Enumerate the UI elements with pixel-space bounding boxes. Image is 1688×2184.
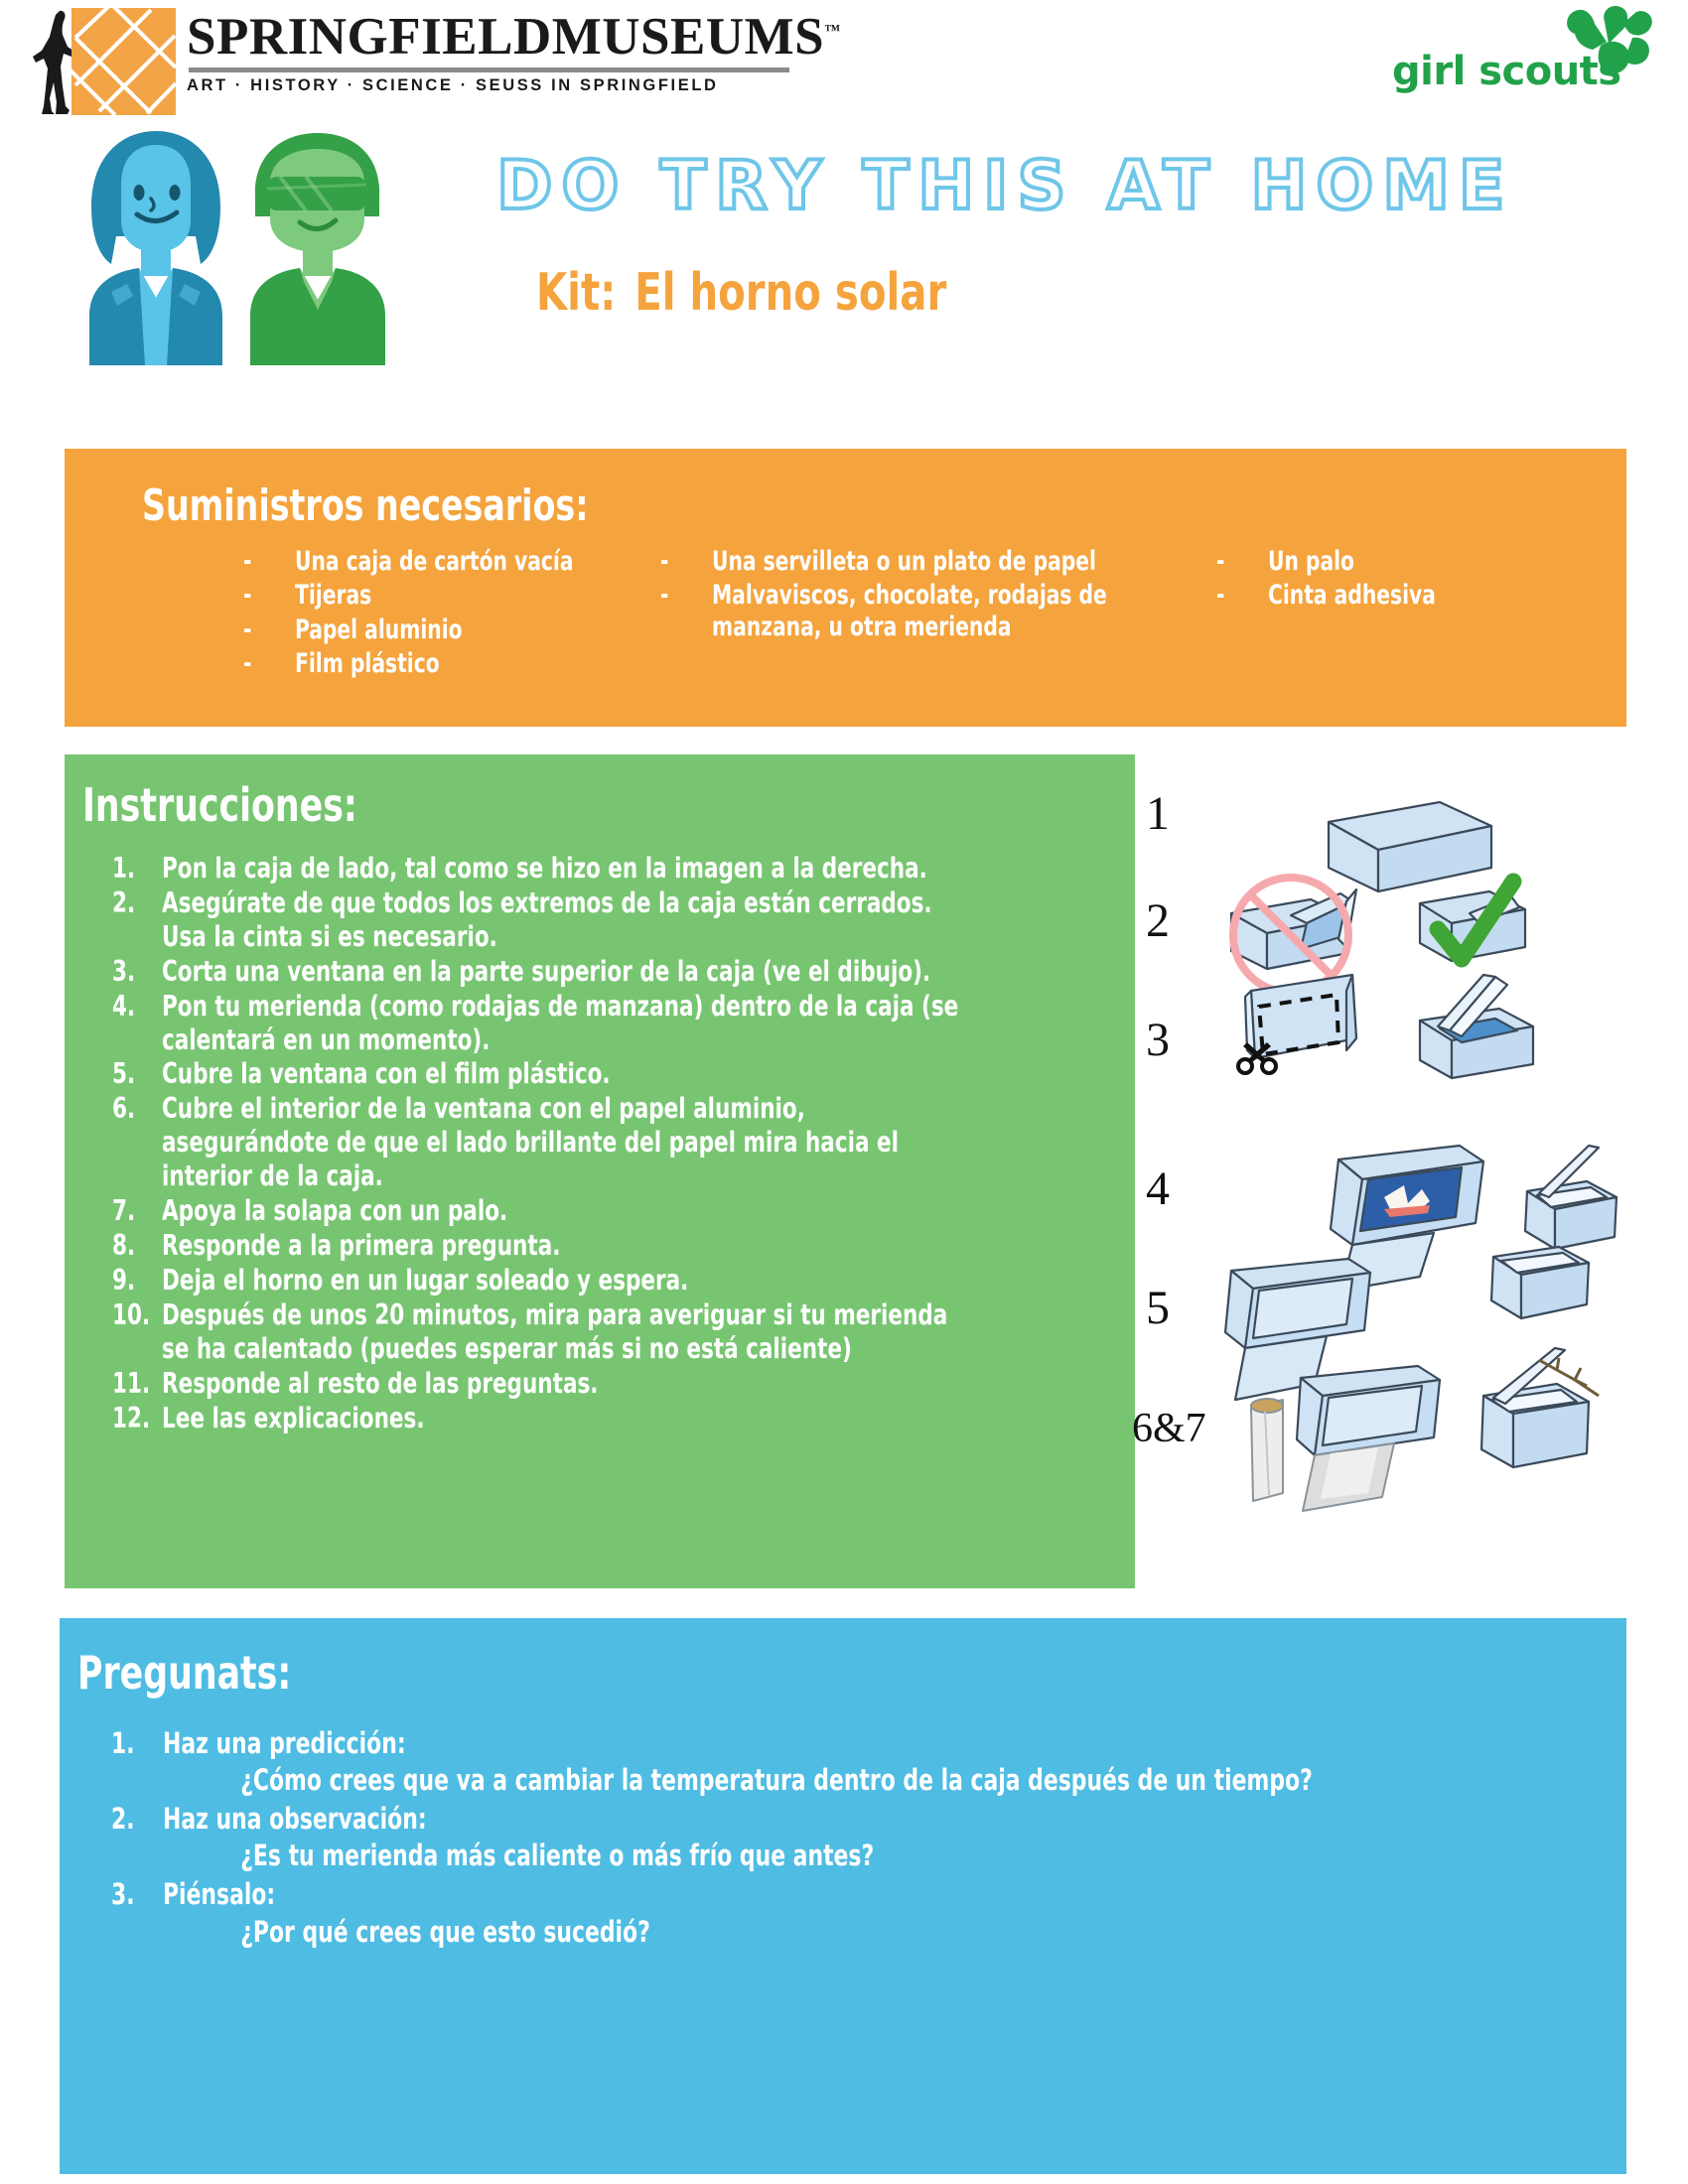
question-heading-row — [111, 1876, 1601, 1913]
museum-logo-swatch — [71, 8, 176, 115]
instruction-item — [112, 955, 1115, 989]
supplies-column-3 — [1216, 546, 1594, 682]
diagram-step-label-1: 1 — [1146, 787, 1170, 840]
question-prompt: ¿Es tu merienda más caliente o más frío que antes? — [240, 1839, 875, 1873]
instruction-text: Asegúrate de que todos los extremos de la caja están cerrados. Usa la cinta si es necesario. — [162, 886, 932, 953]
bullet-dash: - — [243, 580, 252, 612]
springfield-museums-logo — [30, 4, 841, 121]
instruction-item — [112, 1092, 1115, 1193]
museum-name-part2: MUSEUMS — [551, 8, 825, 66]
instruction-item — [112, 1229, 1115, 1263]
instruction-text: Responde al resto de las preguntas. — [162, 1366, 599, 1400]
museum-wordmark — [187, 8, 841, 95]
trademark-symbol: ™ — [824, 22, 841, 40]
question-number: 3. — [111, 1877, 135, 1912]
supply-label: Una caja de cartón vacía — [295, 546, 574, 577]
supply-label: Tijeras — [295, 580, 372, 612]
instructions-panel — [65, 754, 1135, 1588]
supply-label: Cinta adhesiva — [1268, 580, 1436, 612]
bullet-dash: - — [243, 546, 252, 577]
instruction-number: 4. — [112, 989, 136, 1023]
instruction-number: 10. — [112, 1297, 151, 1331]
bullet-dash: - — [243, 614, 252, 645]
instruction-item — [112, 990, 1115, 1057]
instruction-text: Pon tu merienda (como rodajas de manzana) dentro de la caja (se calentará en un momento). — [162, 989, 959, 1056]
instruction-number: 2. — [112, 886, 136, 919]
instructions-list — [112, 852, 1115, 1435]
instruction-text: Pon la caja de lado, tal como se hizo en la imagen a la derecha. — [162, 852, 927, 885]
question-number: 1. — [111, 1726, 135, 1760]
instruction-item — [112, 1264, 1115, 1297]
museum-name-part1: SPRINGFIELD — [187, 8, 552, 66]
page-header — [0, 0, 1688, 129]
supply-label: Malvaviscos, chocolate, rodajas de manzana, u otra merienda — [712, 580, 1107, 642]
instruction-number: 8. — [112, 1228, 136, 1262]
instruction-item — [112, 1194, 1115, 1228]
supply-item — [1216, 546, 1594, 577]
instruction-text: Deja el horno en un lugar soleado y espera. — [162, 1263, 689, 1297]
diagram-step-label-4: 4 — [1146, 1162, 1170, 1215]
question-prompt: ¿Cómo crees que va a cambiar la temperatura dentro de la caja después de un tiempo? — [240, 1763, 1313, 1798]
steps-diagram — [1132, 764, 1638, 1588]
page-title-banner: DO TRY THIS AT HOME — [496, 147, 1514, 225]
instruction-item — [112, 1367, 1115, 1401]
instruction-text: Responde a la primera pregunta. — [162, 1228, 561, 1262]
supply-label: Papel aluminio — [295, 614, 463, 645]
bullet-dash: - — [1216, 546, 1225, 577]
questions-panel — [60, 1618, 1626, 2174]
diagram-step-label-2: 2 — [1146, 894, 1170, 947]
instruction-text: Corta una ventana en la parte superior de la caja (ve el dibujo). — [162, 954, 931, 988]
bullet-dash: - — [1216, 580, 1225, 612]
box-lid-open-step3 — [1420, 975, 1533, 1078]
question-block — [111, 1801, 1601, 1874]
supplies-heading: Suministros necesarios: — [142, 480, 589, 531]
diagram-step-label-3: 3 — [1146, 1014, 1170, 1066]
instruction-text: Apoya la solapa con un palo. — [162, 1194, 508, 1228]
supply-item — [660, 546, 1216, 577]
instruction-number: 5. — [112, 1057, 136, 1091]
boy-character — [250, 133, 385, 365]
diagram-illustrations — [1142, 764, 1638, 1588]
supply-item — [243, 580, 660, 611]
supply-label: Una servilleta o un plato de papel — [712, 546, 1096, 577]
supplies-columns — [243, 546, 1614, 682]
kit-label: Kit: — [536, 263, 617, 323]
instruction-number: 11. — [112, 1366, 151, 1400]
supply-item — [660, 580, 1216, 642]
museum-name — [187, 8, 841, 66]
supply-item — [1216, 580, 1594, 611]
question-heading-row — [111, 1725, 1601, 1762]
kit-name: El horno solar — [634, 263, 947, 323]
questions-list — [111, 1725, 1601, 1953]
instruction-number: 9. — [112, 1263, 136, 1297]
question-block — [111, 1725, 1601, 1799]
questions-heading: Pregunats: — [77, 1646, 292, 1700]
instruction-item — [112, 887, 1115, 954]
question-label: Piénsalo: — [163, 1877, 276, 1912]
question-prompt: ¿Por qué crees que esto sucedió? — [240, 1914, 650, 1949]
box-filmed-step4 — [1525, 1146, 1617, 1249]
instruction-item — [112, 1057, 1115, 1091]
box-propped-stick-step6-7 — [1481, 1348, 1589, 1467]
supply-label: Un palo — [1268, 546, 1354, 577]
instruction-number: 1. — [112, 852, 136, 885]
instruction-item — [112, 852, 1115, 886]
wordmark-divider — [189, 68, 789, 72]
supplies-column-2 — [660, 546, 1216, 682]
instruction-item — [112, 1402, 1115, 1435]
instruction-text: Cubre la ventana con el film plástico. — [162, 1057, 611, 1091]
instruction-number: 7. — [112, 1194, 136, 1228]
instruction-text: Cubre el interior de la ventana con el papel aluminio, asegurándote de que el lado brillante del papel mira hacia el interior de la caja. — [162, 1092, 899, 1193]
supply-item — [243, 614, 660, 645]
question-block — [111, 1876, 1601, 1950]
kit-title — [536, 263, 946, 323]
box-foil-stick-step6-7 — [1297, 1366, 1440, 1455]
supplies-column-1 — [243, 546, 660, 682]
instruction-number: 6. — [112, 1092, 136, 1126]
bullet-dash: - — [660, 580, 669, 612]
instruction-text: Después de unos 20 minutos, mira para averiguar si tu merienda se ha calentado (puedes esperar más si no está caliente) — [162, 1297, 948, 1365]
bullet-dash: - — [243, 647, 252, 679]
diagram-step-label-5: 5 — [1146, 1282, 1170, 1334]
question-number: 2. — [111, 1802, 135, 1837]
girl-character — [89, 131, 222, 365]
instruction-item — [112, 1298, 1115, 1366]
instruction-text: Lee las explicaciones. — [162, 1401, 425, 1434]
instructions-heading: Instrucciones: — [82, 778, 357, 832]
supplies-panel — [65, 449, 1626, 727]
girl-scouts-logo — [1392, 4, 1660, 108]
instruction-number: 3. — [112, 954, 136, 988]
box-closed-step5 — [1491, 1247, 1589, 1318]
supply-label: Film plástico — [295, 647, 440, 679]
question-label: Haz una predicción: — [163, 1726, 406, 1760]
box-closed-step1 — [1329, 802, 1491, 891]
question-heading-row — [111, 1801, 1601, 1838]
foil-roll-icon — [1251, 1399, 1283, 1501]
kids-illustration — [71, 117, 409, 365]
supply-item — [243, 648, 660, 679]
girl-scouts-wordmark: girl scouts — [1392, 49, 1621, 94]
museum-tagline: ART · HISTORY · SCIENCE · SEUSS IN SPRINGFIELD — [187, 76, 719, 95]
bullet-dash: - — [660, 546, 669, 577]
instruction-number: 12. — [112, 1401, 151, 1434]
question-label: Haz una observación: — [163, 1802, 427, 1837]
diagram-step-label-6-7: 6&7 — [1132, 1406, 1206, 1451]
supply-item — [243, 546, 660, 577]
